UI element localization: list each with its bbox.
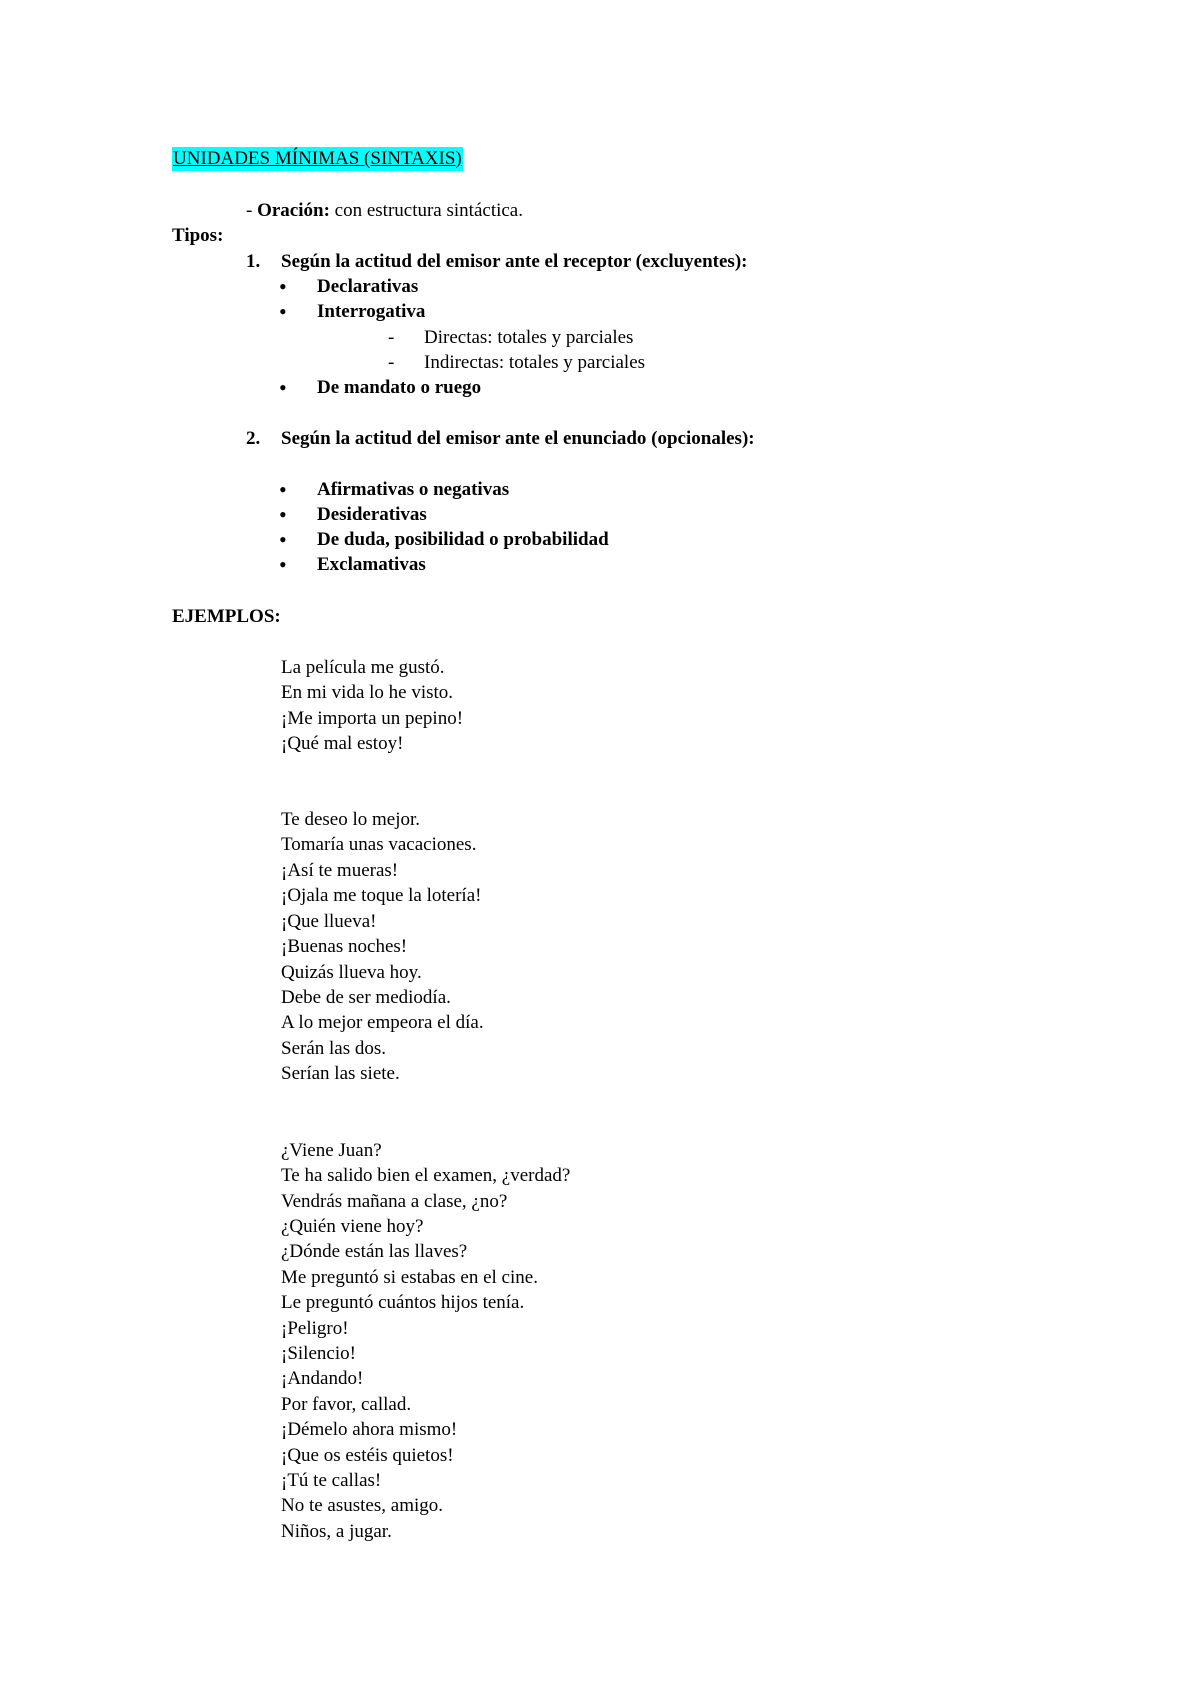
bullet-icon: • — [279, 375, 287, 400]
tipos-label: Tipos: — [172, 225, 224, 246]
definition-prefix: - — [246, 200, 258, 221]
bullet-icon: • — [279, 552, 287, 577]
example-line: ¡Ojala me toque la lotería! — [281, 885, 482, 906]
bullet-icon: • — [279, 502, 287, 527]
sub-list-item — [0, 351, 1200, 375]
definition-text: con estructura sintáctica. — [329, 200, 523, 221]
example-line: ¡Así te mueras! — [281, 860, 399, 881]
examples-heading: EJEMPLOS: — [172, 606, 281, 627]
list-item — [0, 478, 1200, 502]
definition-term: Oración: — [257, 200, 330, 221]
page-title: UNIDADES MÍNIMAS (SINTAXIS) — [173, 148, 462, 169]
example-line: ¡Que os estéis quietos! — [281, 1445, 454, 1466]
list-item — [0, 300, 1200, 324]
section2-number: 2. — [246, 428, 261, 449]
example-line: Niños, a jugar. — [281, 1521, 392, 1542]
example-line: ¡Andando! — [281, 1368, 364, 1389]
example-line: La película me gustó. — [281, 657, 445, 678]
example-line: Te ha salido bien el examen, ¿verdad? — [281, 1165, 571, 1186]
bullet-text: De duda, posibilidad o probabilidad — [317, 529, 609, 550]
bullet-icon: • — [279, 299, 287, 324]
bullet-icon: • — [279, 274, 287, 299]
example-line: Quizás llueva hoy. — [281, 962, 422, 983]
example-line: Me preguntó si estabas en el cine. — [281, 1267, 538, 1288]
example-line: ¡Buenas noches! — [281, 936, 408, 957]
example-line: Tomaría unas vacaciones. — [281, 834, 477, 855]
example-line: Vendrás mañana a clase, ¿no? — [281, 1191, 508, 1212]
example-line: ¿Dónde están las llaves? — [281, 1241, 468, 1262]
example-line: ¡Que llueva! — [281, 911, 377, 932]
section2-heading-row — [0, 427, 1200, 451]
list-item — [0, 503, 1200, 527]
list-item — [0, 528, 1200, 552]
example-line: Debe de ser mediodía. — [281, 987, 451, 1008]
sub-item-text: Indirectas: totales y parciales — [424, 352, 646, 373]
example-line: ¡Me importa un pepino! — [281, 708, 464, 729]
example-line: Serían las siete. — [281, 1063, 400, 1084]
bullet-text: De mandato o ruego — [317, 377, 482, 398]
example-line: ¡Silencio! — [281, 1343, 356, 1364]
bullet-text: Declarativas — [317, 276, 419, 297]
example-line: ¿Viene Juan? — [281, 1140, 382, 1161]
example-line: Por favor, callad. — [281, 1394, 412, 1415]
section1-heading-row — [0, 250, 1200, 274]
list-item — [0, 553, 1200, 577]
example-line: En mi vida lo he visto. — [281, 682, 454, 703]
bullet-text: Desiderativas — [317, 504, 427, 525]
example-line: No te asustes, amigo. — [281, 1495, 444, 1516]
example-line: A lo mejor empeora el día. — [281, 1012, 484, 1033]
example-line: Serán las dos. — [281, 1038, 387, 1059]
bullet-text: Afirmativas o negativas — [317, 479, 510, 500]
bullet-text: Interrogativa — [317, 301, 426, 322]
sub-item-text: Directas: totales y parciales — [424, 327, 634, 348]
dash-marker: - — [388, 352, 395, 373]
section1-number: 1. — [246, 251, 261, 272]
example-line: Le preguntó cuántos hijos tenía. — [281, 1292, 525, 1313]
bullet-icon: • — [279, 527, 287, 552]
list-item — [0, 275, 1200, 299]
example-line: ¡Qué mal estoy! — [281, 733, 404, 754]
section1-heading: Según la actitud del emisor ante el receptor (excluyentes): — [281, 251, 748, 272]
example-line: ¿Quién viene hoy? — [281, 1216, 424, 1237]
sub-list-item — [0, 326, 1200, 350]
section2-heading: Según la actitud del emisor ante el enunciado (opcionales): — [281, 428, 755, 449]
definition-line — [246, 199, 523, 223]
example-line: ¡Peligro! — [281, 1318, 349, 1339]
example-line: ¡Tú te callas! — [281, 1470, 382, 1491]
bullet-text: Exclamativas — [317, 554, 426, 575]
dash-marker: - — [388, 327, 395, 348]
list-item — [0, 376, 1200, 400]
example-line: Te deseo lo mejor. — [281, 809, 421, 830]
bullet-icon: • — [279, 477, 287, 502]
example-line: ¡Démelo ahora mismo! — [281, 1419, 458, 1440]
